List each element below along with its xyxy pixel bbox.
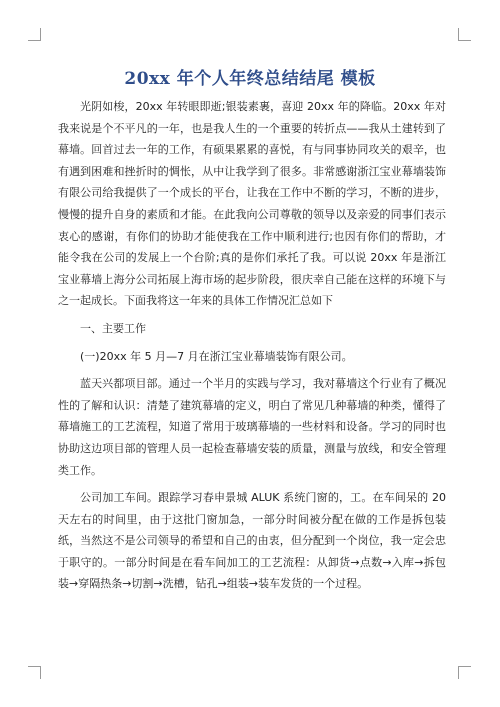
- section-heading-main-work: 一、主要工作: [80, 321, 146, 335]
- document-title: 20xx 年个人年终总结结尾 模板: [124, 69, 376, 89]
- paragraph-project-department: 蓝天兴都项目部。通过一个半月的实践与学习，我对幕墙这个行业有了概况性的了解和认识：清楚了建筑幕墙的定义，明白了常见几种幕墙的种类，懂得了幕墙施工的工艺流程，知道了常用于玻璃幕墙的一些材料和设备。学习的同时也协助这边项目部的管理人员一起检查幕墙安装的质量，测量与放线，和安全管理类工作。: [58, 377, 446, 477]
- crop-mark-bottom-right: [458, 666, 471, 679]
- document-body: [58, 96, 446, 595]
- paragraph-processing-workshop: 公司加工车间。跟踪学习春申景城 ALUK 系统门窗的，工。在车间呆的 20 天左右的时间里，由于这批门窗加急，一部分时间被分配在做的工作是拆包装纸，当然这不是公司领导的希望和自己的由衷，但分配到一个岗位，我一定会忠于职守的。一部分时间是在看车间加工的工艺流程：从卸货→点数→入库→拆包装→穿隔热条→切割→洗槽，钻孔→组装→装车发货的一个过程。: [58, 491, 446, 591]
- subsection-heading-period: (一)20xx 年 5 月—7 月在浙江宝业幕墙装饰有限公司。: [80, 349, 353, 363]
- crop-mark-bottom-left: [28, 666, 41, 679]
- crop-mark-top-left: [28, 28, 41, 41]
- paragraph-intro: 光阴如梭，20xx 年转眼即逝;银装素裹，喜迎 20xx 年的降临。20xx 年对我来说是个不平凡的一年，也是我人生的一个重要的转折点——我从土建转到了幕墙。回首过去一年的工作，有硕果累累的喜悦，有与同事协同攻关的艰辛，也有遇到困难和挫折时的惆怅，从中让我学到了很多。非常感谢浙江宝业幕墙装饰有限公司给我提供了一个成长的平台，让我在工作中不断的学习，不断的进步，慢慢的提升自身的素质和才能。在此我向公司尊敬的领导以及亲爱的同事们表示衷心的感谢，有你们的协助才能使我在工作中顺利进行;也因有你们的帮助，才能令我在公司的发展上一个台阶;真的是你们承托了我。可以说 20xx 年是浙江宝业幕墙上海分公司拓展上海市场的起步阶段，很庆幸自己能在这样的环境下与之一起成长。下面我将这一年来的具体工作情况汇总如下: [58, 100, 446, 308]
- crop-mark-top-right: [458, 28, 471, 41]
